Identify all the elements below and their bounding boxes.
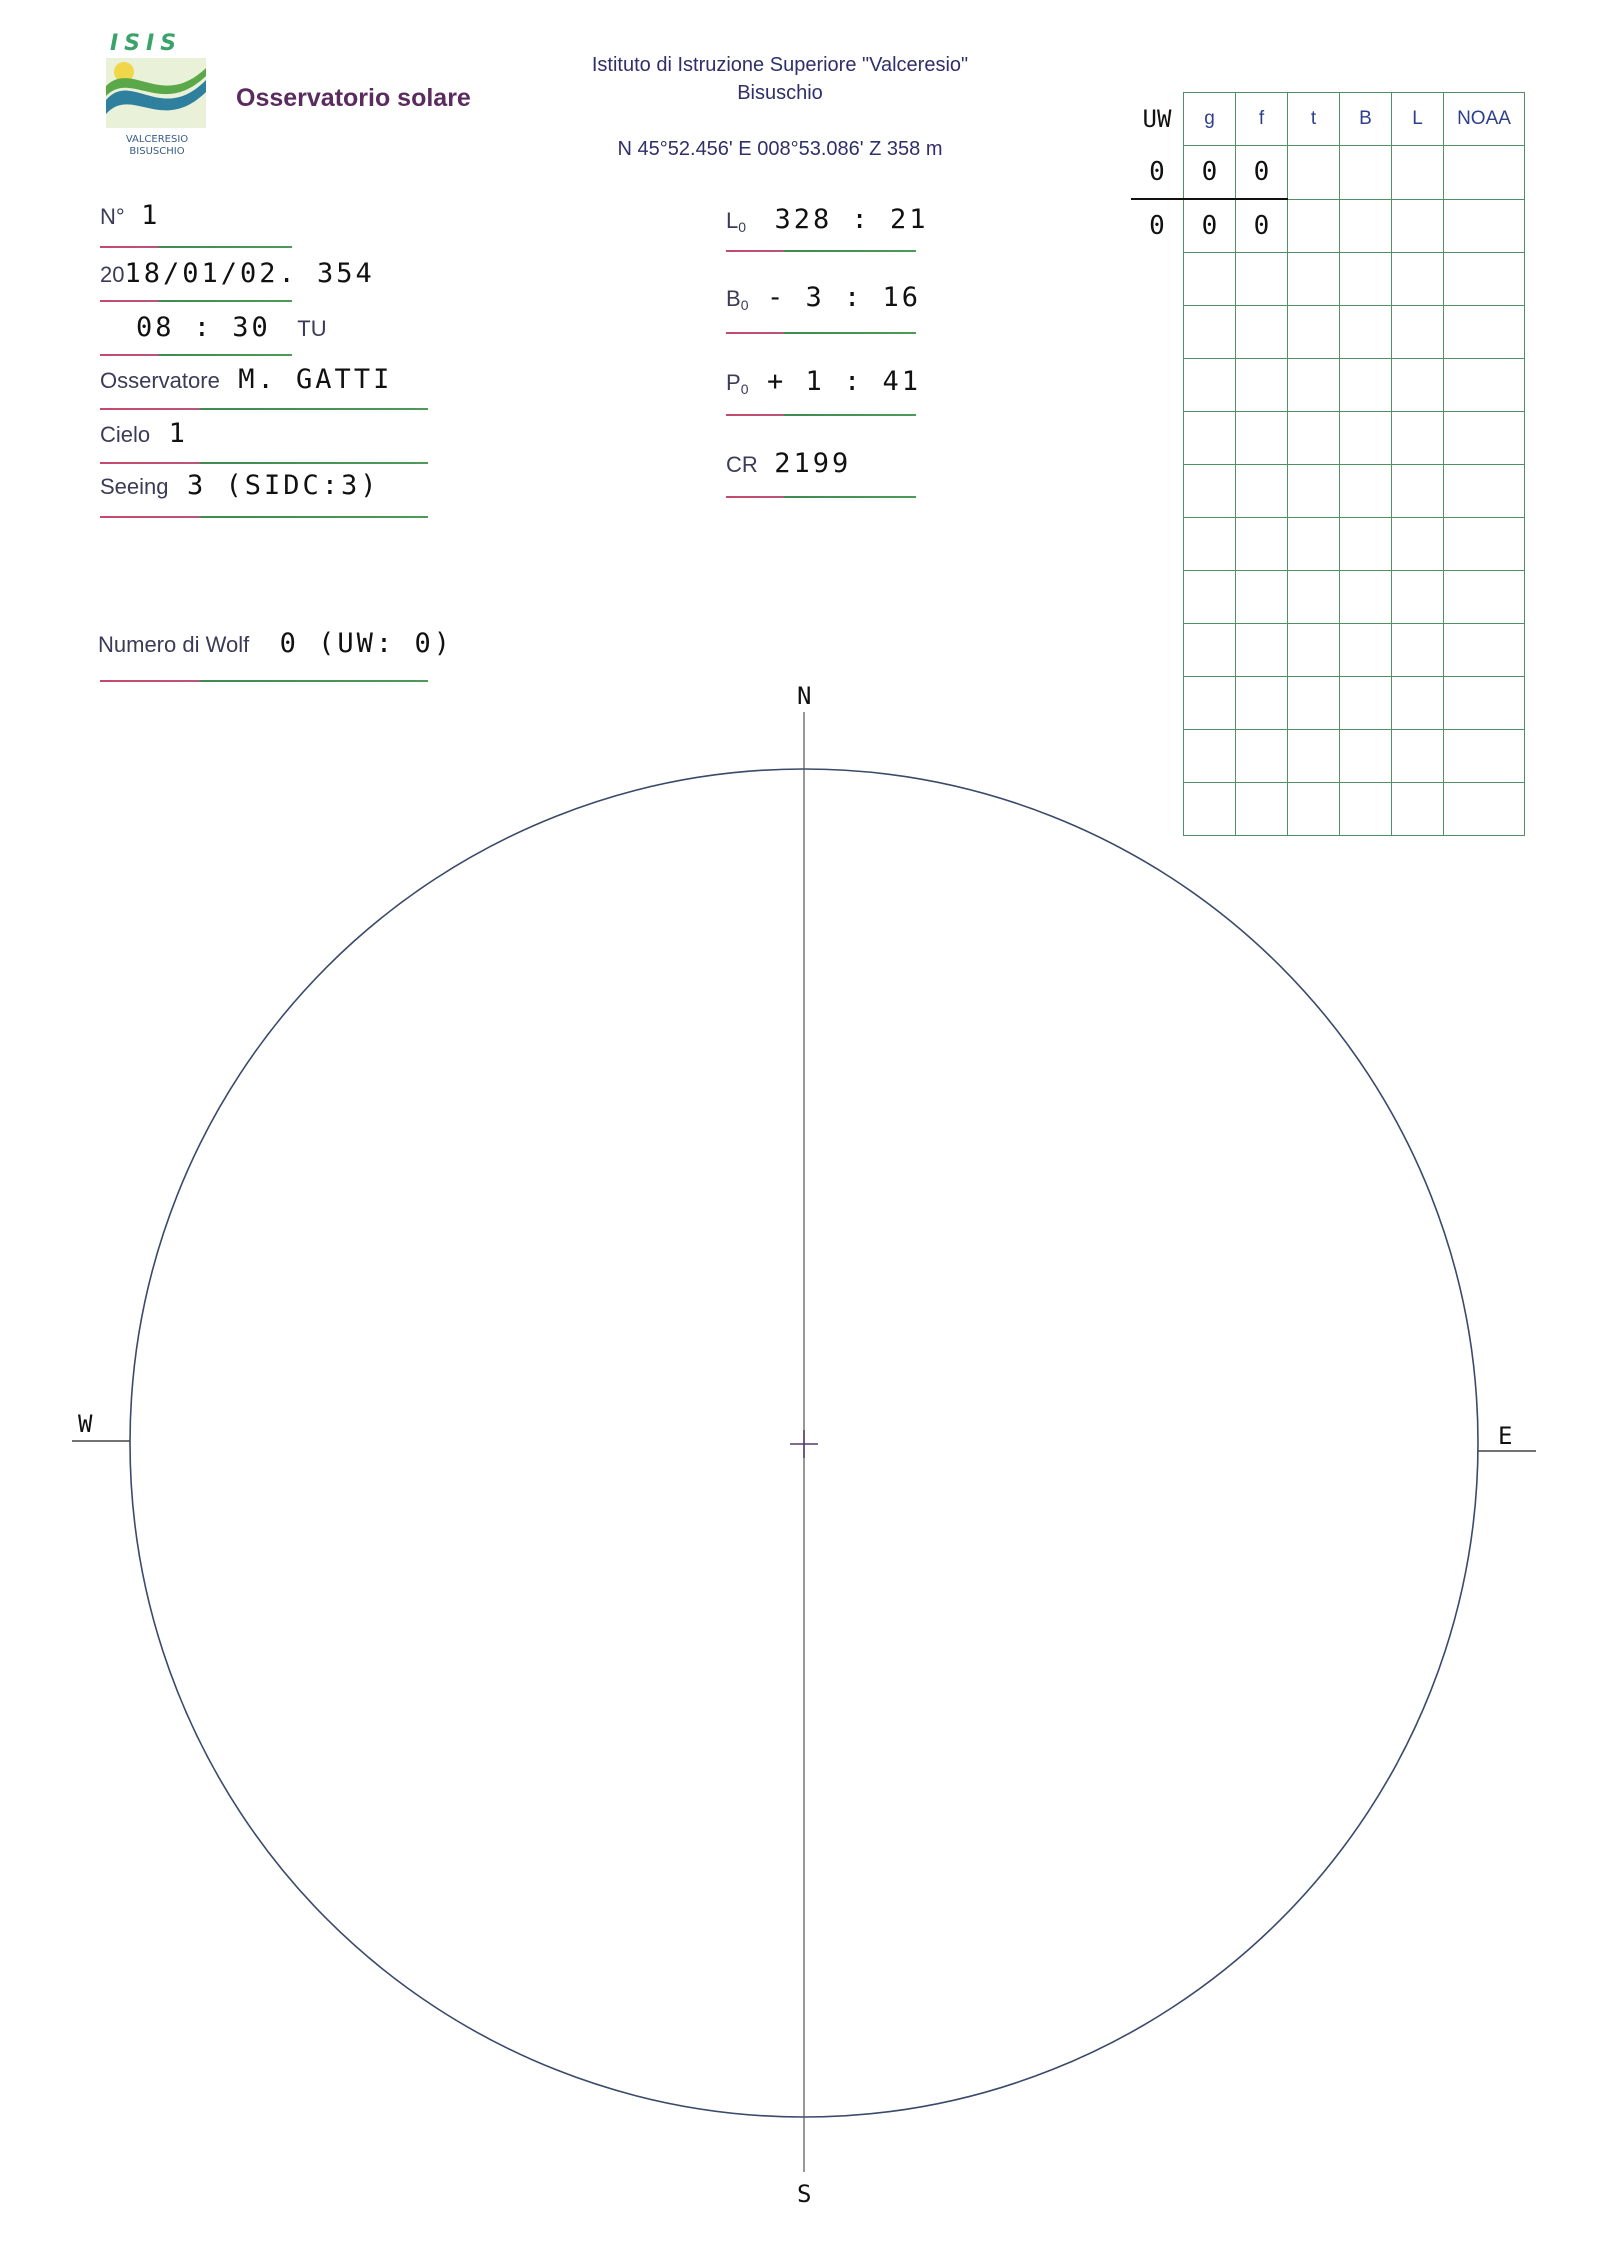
row1-g: 0: [1184, 146, 1236, 200]
wolf-value: 0 (UW: 0): [279, 628, 453, 659]
observer-label: Osservatore: [100, 368, 220, 393]
observatory-title: Osservatorio solare: [236, 84, 471, 112]
institute-town: Bisuschio: [737, 82, 823, 104]
b0-label: B: [726, 286, 741, 311]
number-value: 1: [141, 200, 161, 231]
header-uw: UW: [1142, 105, 1172, 133]
b0-sub: 0: [740, 297, 749, 314]
svg-text:VALCERESIO: VALCERESIO: [125, 134, 189, 145]
svg-text:BISUSCHIO: BISUSCHIO: [129, 146, 185, 157]
header-f: f: [1236, 93, 1288, 146]
time-unit: TU: [297, 316, 327, 341]
p0-sub: 0: [740, 381, 749, 398]
number-label: N°: [100, 204, 125, 229]
institute-name: Istituto di Istruzione Superiore "Valceresio": [591, 54, 969, 76]
row2-g: 0: [1184, 199, 1236, 253]
compass-east: E: [1498, 1422, 1513, 1450]
cr-label: CR: [726, 452, 758, 477]
sky-value: 1: [168, 418, 188, 449]
time-value: 08 : 30: [136, 312, 271, 343]
row2-f: 0: [1236, 199, 1288, 253]
compass-west: W: [78, 1410, 93, 1438]
header-g: g: [1184, 93, 1236, 146]
cr-value: 2199: [774, 448, 852, 479]
observer-value: M. GATTI: [238, 364, 393, 395]
row1-uw: 0: [1149, 156, 1165, 187]
wolf-label: Numero di Wolf: [98, 632, 250, 657]
seeing-value: 3 (SIDC:3): [186, 470, 380, 501]
p0-label: P: [726, 370, 741, 395]
p0-value: + 1 : 41: [766, 366, 921, 397]
institute-coordinates: N 45°52.456' E 008°53.086' Z 358 m: [617, 138, 943, 160]
sky-label: Cielo: [100, 422, 151, 447]
date-value: 18/01/02. 354: [124, 258, 375, 289]
header-t: t: [1288, 93, 1340, 146]
b0-value: - 3 : 16: [766, 282, 921, 313]
compass-south: S: [797, 2180, 812, 2208]
svg-text:ISIS: ISIS: [110, 31, 183, 56]
date-prefix: 20: [100, 262, 125, 287]
header-b: B: [1340, 93, 1392, 146]
header-noaa: NOAA: [1444, 93, 1525, 146]
seeing-label: Seeing: [100, 474, 169, 499]
header-l: L: [1392, 93, 1444, 146]
l0-label: L: [726, 208, 739, 233]
row2-uw: 0: [1131, 199, 1184, 253]
l0-value: 328 : 21: [774, 204, 929, 235]
l0-sub: 0: [738, 219, 747, 236]
row1-f: 0: [1236, 146, 1288, 200]
compass-north: N: [797, 682, 812, 710]
